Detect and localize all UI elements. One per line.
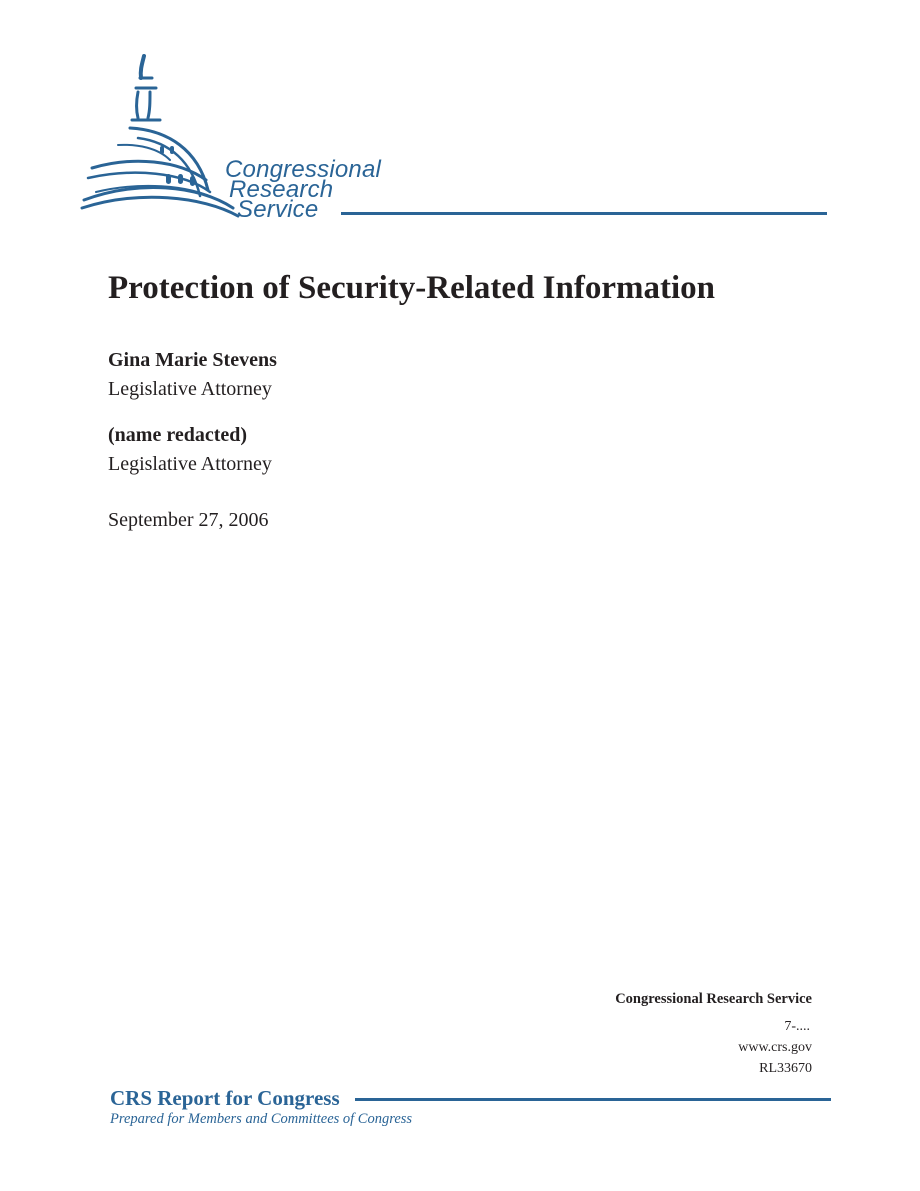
logo-text-congressional: Congressional [225,156,382,183]
author-name: (name redacted) [108,424,248,446]
logo-text-research: Research [229,176,334,203]
report-title: Protection of Security-Related Information [108,270,716,306]
report-date: September 27, 2006 [108,509,269,531]
footer-rule [355,1098,831,1101]
meta-org: Congressional Research Service [615,991,812,1007]
author-name: Gina Marie Stevens [108,349,277,371]
footer-subtitle: Prepared for Members and Committees of Congress [110,1111,413,1127]
author-role: Legislative Attorney [108,453,272,475]
logo-text-service: Service [237,196,319,223]
crs-logo [78,50,838,225]
author-role: Legislative Attorney [108,378,272,400]
footer-title: CRS Report for Congress [110,1086,340,1110]
meta-url[interactable]: www.crs.gov [738,1040,812,1055]
meta-phone: 7-.... [784,1019,810,1034]
meta-report-number: RL33670 [759,1061,812,1076]
logo-rule [341,212,827,215]
